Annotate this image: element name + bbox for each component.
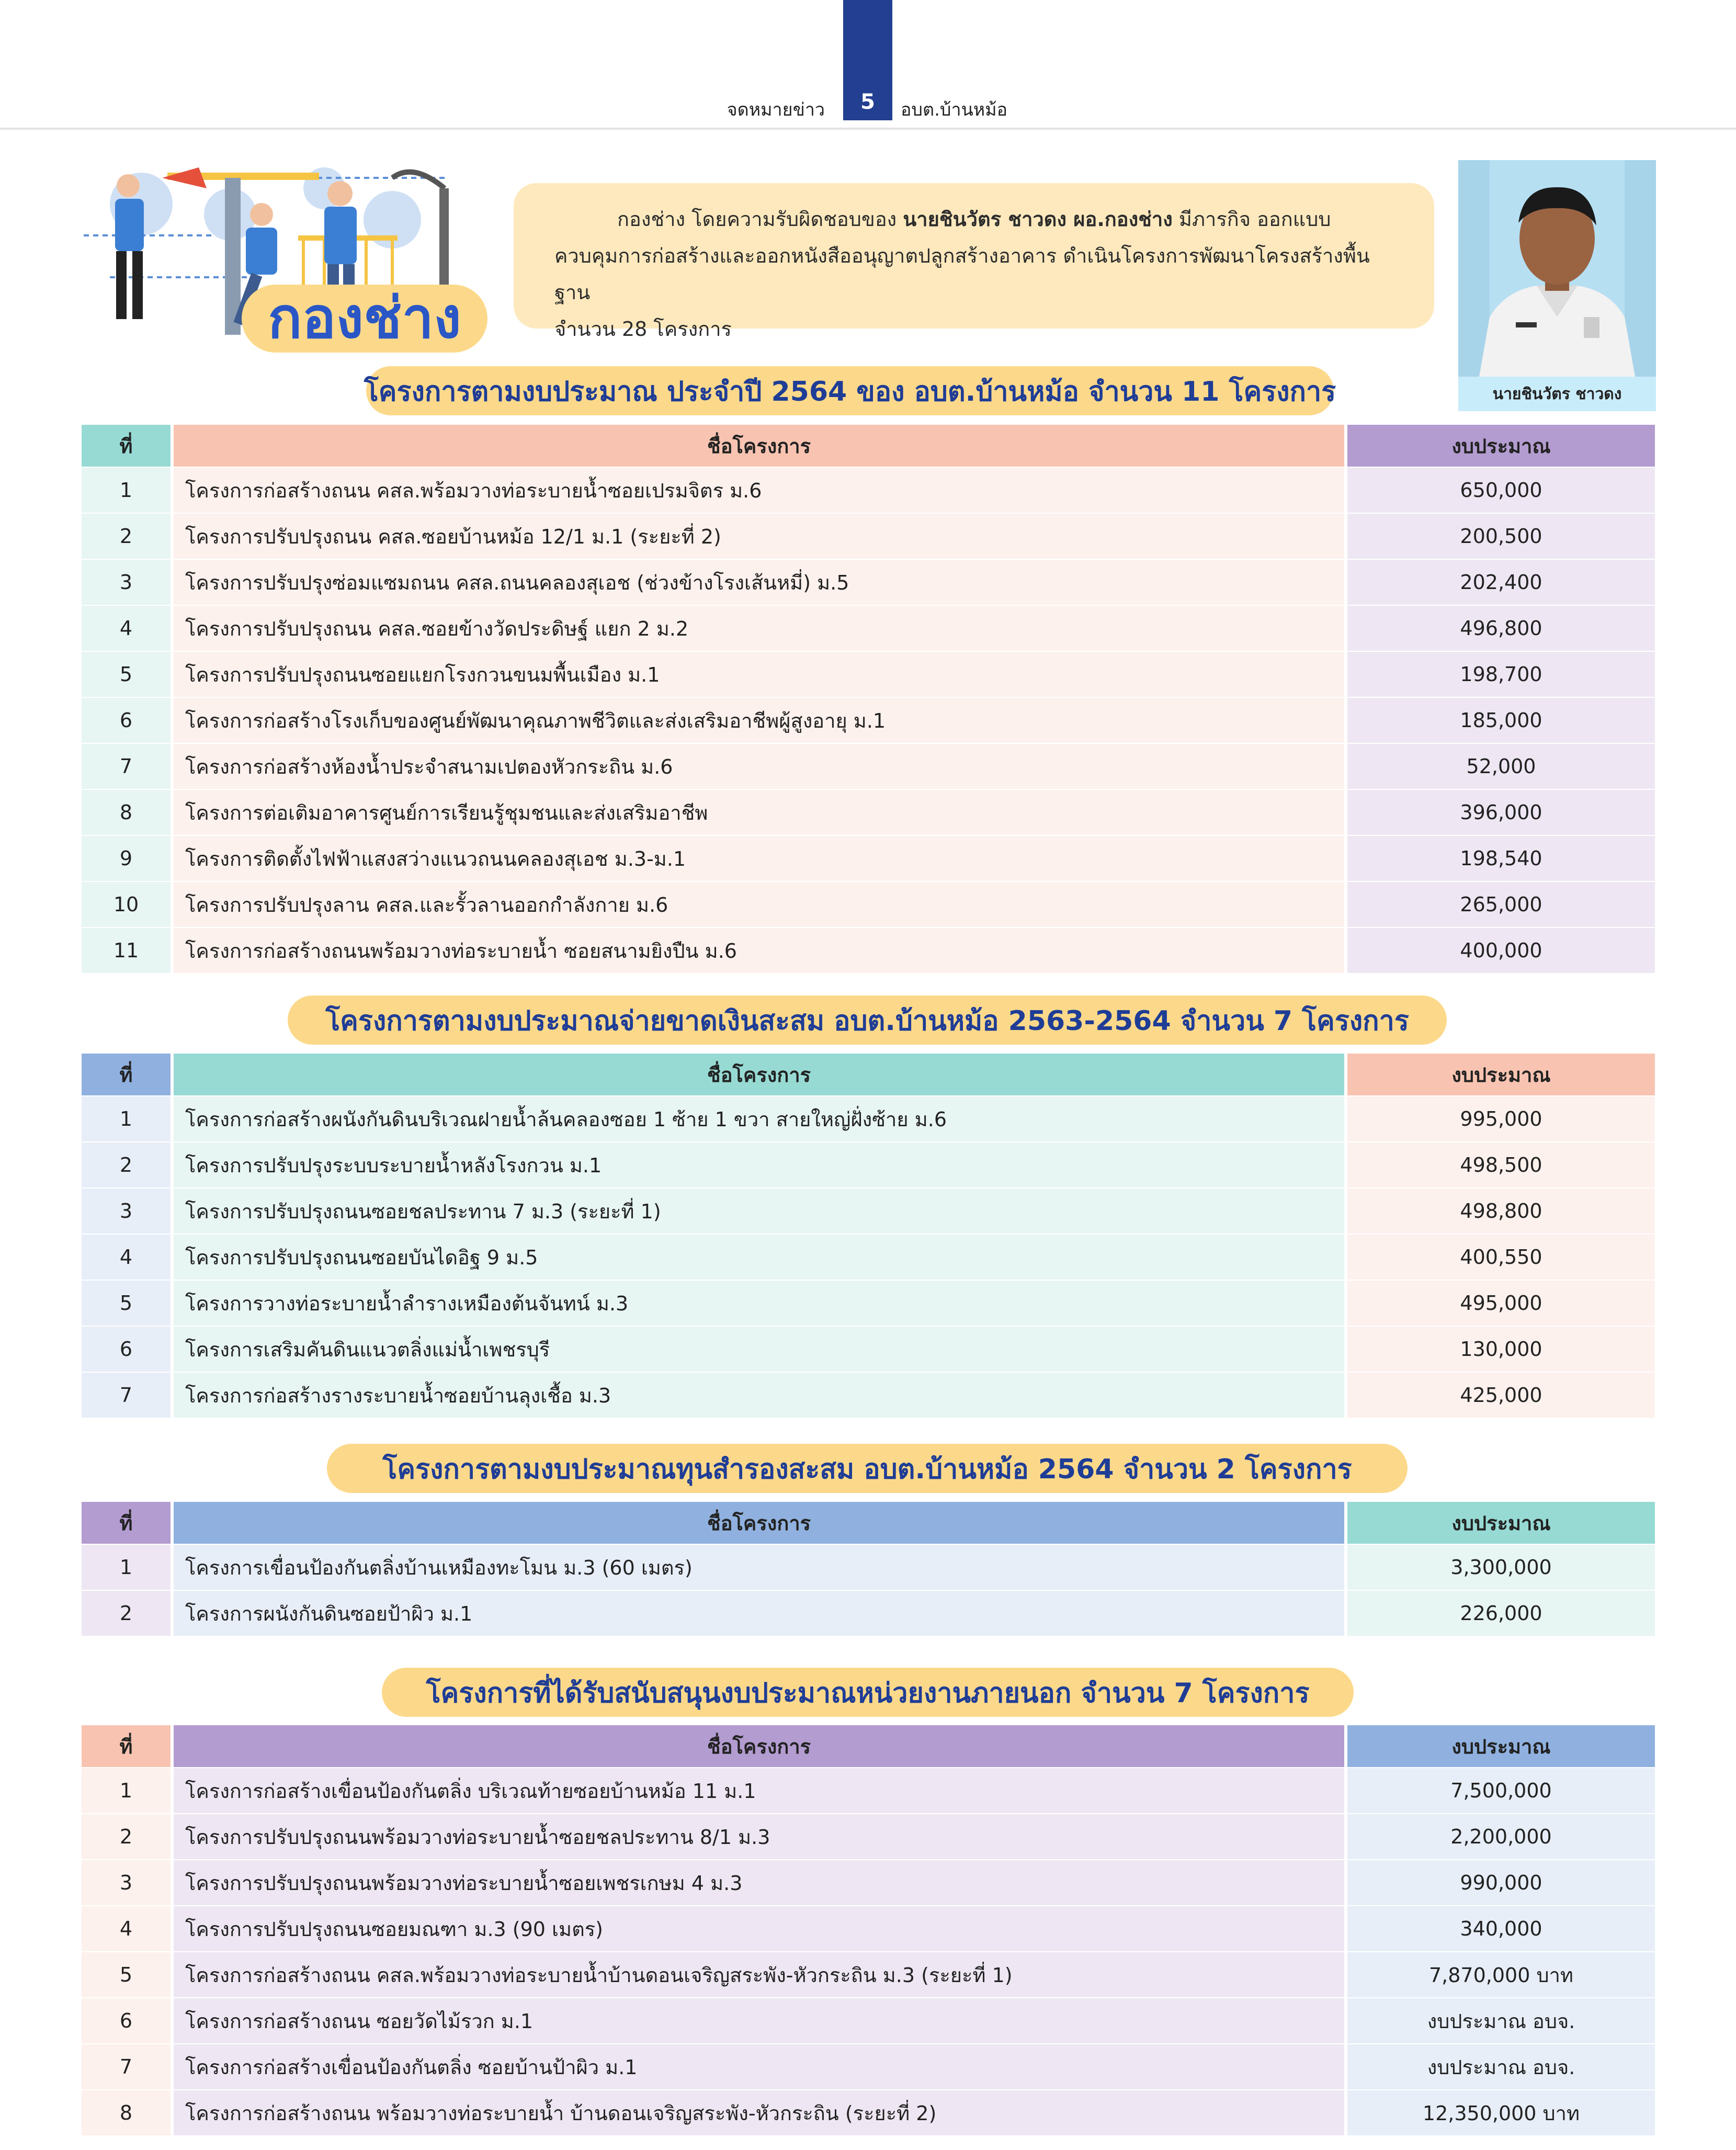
project-budget: 400,000 — [1347, 928, 1655, 973]
table-row — [82, 1095, 1655, 1141]
project-budget: 52,000 — [1347, 744, 1655, 789]
director-photo — [1458, 160, 1656, 377]
row-number: 9 — [82, 836, 171, 881]
section-1-table — [82, 425, 1655, 973]
page-number: 5 — [843, 0, 892, 120]
table-row — [82, 559, 1655, 605]
row-number: 6 — [82, 1998, 171, 2043]
project-name: โครงการก่อสร้างถนนพร้อมวางท่อระบายน้ำ ซอยสนามยิงปืน ม.6 — [174, 928, 1344, 973]
row-number: 8 — [82, 790, 171, 835]
project-name: โครงการปรับปรุงถนนซอยชลประทาน 7 ม.3 (ระยะที่ 1) — [174, 1189, 1344, 1234]
row-number: 2 — [82, 1142, 171, 1187]
intro-text-1: กองช่าง โดยความรับผิดชอบของ — [617, 208, 903, 231]
table-header — [82, 1725, 1655, 1767]
row-number: 3 — [82, 1189, 171, 1234]
row-number: 1 — [82, 1768, 171, 1813]
project-budget: 498,800 — [1347, 1189, 1655, 1234]
intro-line-3: จำนวน 28 โครงการ — [554, 318, 732, 341]
project-budget: 265,000 — [1347, 882, 1655, 927]
project-budget: งบประมาณ อบจ. — [1347, 2044, 1655, 2089]
project-name: โครงการปรับปรุงลาน คสล.และรั้วลานออกกำลังกาย ม.6 — [174, 882, 1344, 927]
table-row — [82, 1813, 1655, 1859]
project-name: โครงการก่อสร้างโรงเก็บของศูนย์พัฒนาคุณภาพชีวิตและส่งเสริมอาชีพผู้สูงอายุ ม.1 — [174, 698, 1344, 743]
table-row — [82, 651, 1655, 697]
table-row — [82, 1767, 1655, 1813]
table-row — [82, 743, 1655, 789]
table-row — [82, 1326, 1655, 1372]
intro-text-2: มีภารกิจ ออกแบบ — [1172, 208, 1331, 231]
project-budget: 130,000 — [1347, 1327, 1655, 1372]
intro-bold-name: นายชินวัตร ชาวดง ผอ.กองช่าง — [903, 208, 1173, 231]
row-number: 7 — [82, 2044, 171, 2089]
row-number: 2 — [82, 514, 171, 559]
row-number: 3 — [82, 1860, 171, 1905]
row-number: 1 — [82, 1096, 171, 1141]
table-row — [82, 789, 1655, 835]
row-number: 7 — [82, 744, 171, 789]
row-number: 2 — [82, 1591, 171, 1636]
project-budget: 198,700 — [1347, 652, 1655, 697]
section-1-title: โครงการตามงบประมาณ ประจำปี 2564 ของ อบต.บ้านหม้อ จำนวน 11 โครงการ — [366, 366, 1334, 415]
col-budget-header: งบประมาณ — [1347, 1725, 1655, 1767]
project-name: โครงการก่อสร้างผนังกันดินบริเวณฝายน้ำล้นคลองซอย 1 ซ้าย 1 ขวา สายใหญ่ฝั่งซ้าย ม.6 — [174, 1096, 1344, 1141]
table-header — [82, 1054, 1655, 1095]
project-budget: 3,300,000 — [1347, 1545, 1655, 1590]
col-budget-header: งบประมาณ — [1347, 425, 1655, 467]
section-2-title: โครงการตามงบประมาณจ่ายขาดเงินสะสม อบต.บ้านหม้อ 2563-2564 จำนวน 7 โครงการ — [288, 995, 1447, 1045]
project-name: โครงการวางท่อระบายน้ำลำรางเหมืองต้นจันทน์ ม.3 — [174, 1281, 1344, 1326]
table-row — [82, 467, 1655, 513]
table-row — [82, 1905, 1655, 1951]
row-number: 5 — [82, 1952, 171, 1997]
row-number: 4 — [82, 1235, 171, 1280]
intro-line-2: ควบคุมการก่อสร้างและออกหนังสืออนุญาตปลูกสร้างอาคาร ดำเนินโครงการพัฒนาโครงสร้างพื้นฐาน — [554, 244, 1370, 304]
project-name: โครงการก่อสร้างถนน คสล.พร้อมวางท่อระบายน้ำซอยเปรมจิตร ม.6 — [174, 468, 1344, 513]
project-name: โครงการก่อสร้างรางระบายน้ำซอยบ้านลุงเชื้อ ม.3 — [174, 1373, 1344, 1418]
project-name: โครงการปรับปรุงถนน คสล.ซอยบ้านหม้อ 12/1 ม.1 (ระยะที่ 2) — [174, 514, 1344, 559]
project-budget: 185,000 — [1347, 698, 1655, 743]
project-budget: 12,350,000 บาท — [1347, 2090, 1655, 2135]
page-header — [0, 0, 1736, 130]
table-header — [82, 1502, 1655, 1544]
col-name-header: ชื่อโครงการ — [174, 425, 1344, 467]
table-row — [82, 513, 1655, 559]
table-row — [82, 2043, 1655, 2089]
row-number: 6 — [82, 1327, 171, 1372]
department-title: กองช่าง — [242, 285, 487, 353]
section-4-rows — [82, 1767, 1655, 2135]
project-name: โครงการก่อสร้างถนน พร้อมวางท่อระบายน้ำ บ้านดอนเจริญสระพัง-หัวกระถิน (ระยะที่ 2) — [174, 2090, 1344, 2135]
project-budget: 496,800 — [1347, 606, 1655, 651]
col-name-header: ชื่อโครงการ — [174, 1054, 1344, 1095]
project-budget: 498,500 — [1347, 1142, 1655, 1187]
project-budget: 425,000 — [1347, 1373, 1655, 1418]
table-row — [82, 1187, 1655, 1234]
project-budget: 202,400 — [1347, 560, 1655, 605]
table-row — [82, 1859, 1655, 1905]
project-name: โครงการปรับปรุงถนนพร้อมวางท่อระบายน้ำซอยชลประทาน 8/1 ม.3 — [174, 1814, 1344, 1859]
project-name: โครงการก่อสร้างเขื่อนป้องกันตลิ่ง ซอยบ้านป้าผิว ม.1 — [174, 2044, 1344, 2089]
project-budget: 2,200,000 — [1347, 1814, 1655, 1859]
col-budget-header: งบประมาณ — [1347, 1502, 1655, 1544]
project-name: โครงการก่อสร้างห้องน้ำประจำสนามเปตองหัวกระถิน ม.6 — [174, 744, 1344, 789]
table-row — [82, 835, 1655, 881]
project-name: โครงการปรับปรุงระบบระบายน้ำหลังโรงกวน ม.1 — [174, 1142, 1344, 1187]
section-4-table — [82, 1725, 1655, 2135]
row-number: 10 — [82, 882, 171, 927]
table-row — [82, 605, 1655, 651]
col-budget-header: งบประมาณ — [1347, 1054, 1655, 1095]
project-name: โครงการปรับปรุงซ่อมแซมถนน คสล.ถนนคลองสุเอช (ช่วงข้างโรงเส้นหมี่) ม.5 — [174, 560, 1344, 605]
section-3-table — [82, 1502, 1655, 1636]
project-name: โครงการก่อสร้างถนน คสล.พร้อมวางท่อระบายน้ำบ้านดอนเจริญสระพัง-หัวกระถิน ม.3 (ระยะที่ 1) — [174, 1952, 1344, 1997]
newsletter-label: จดหมายข่าว — [727, 99, 825, 120]
project-budget: 995,000 — [1347, 1096, 1655, 1141]
row-number: 6 — [82, 698, 171, 743]
photo-caption: นายชินวัตร ชาวดง — [1458, 377, 1656, 411]
section-3-title: โครงการตามงบประมาณทุนสำรองสะสม อบต.บ้านหม้อ 2564 จำนวน 2 โครงการ — [327, 1444, 1408, 1493]
col-no-header: ที่ — [82, 425, 171, 467]
project-budget: 198,540 — [1347, 836, 1655, 881]
project-budget: 7,500,000 — [1347, 1768, 1655, 1813]
project-name: โครงการก่อสร้างเขื่อนป้องกันตลิ่ง บริเวณท้ายซอยบ้านหม้อ 11 ม.1 — [174, 1768, 1344, 1813]
project-budget: 226,000 — [1347, 1591, 1655, 1636]
project-name: โครงการปรับปรุงถนนซอยแยกโรงกวนขนมพื้นเมือง ม.1 — [174, 652, 1344, 697]
section-1-rows — [82, 467, 1655, 973]
project-name: โครงการปรับปรุงถนนพร้อมวางท่อระบายน้ำซอยเพชรเกษม 4 ม.3 — [174, 1860, 1344, 1905]
table-row — [82, 1951, 1655, 1997]
table-row — [82, 881, 1655, 927]
table-header — [82, 425, 1655, 467]
row-number: 4 — [82, 1906, 171, 1951]
project-budget: 400,550 — [1347, 1235, 1655, 1280]
project-budget: 495,000 — [1347, 1281, 1655, 1326]
row-number: 3 — [82, 560, 171, 605]
table-row — [82, 1544, 1655, 1590]
col-name-header: ชื่อโครงการ — [174, 1502, 1344, 1544]
project-name: โครงการเสริมคันดินแนวตลิ่งแม่น้ำเพชรบุรี — [174, 1327, 1344, 1372]
row-number: 2 — [82, 1814, 171, 1859]
section-2-table — [82, 1054, 1655, 1418]
table-row — [82, 1590, 1655, 1636]
project-budget: 200,500 — [1347, 514, 1655, 559]
row-number: 4 — [82, 606, 171, 651]
row-number: 5 — [82, 652, 171, 697]
section-4-title: โครงการที่ได้รับสนับสนุนงบประมาณหน่วยงานภายนอก จำนวน 7 โครงการ — [382, 1668, 1354, 1717]
project-name: โครงการก่อสร้างถนน ซอยวัดไม้รวก ม.1 — [174, 1998, 1344, 2043]
row-number: 11 — [82, 928, 171, 973]
header-divider — [0, 128, 1736, 130]
row-number: 1 — [82, 1545, 171, 1590]
project-name: โครงการผนังกันดินซอยป้าผิว ม.1 — [174, 1591, 1344, 1636]
row-number: 8 — [82, 2090, 171, 2135]
project-budget: 340,000 — [1347, 1906, 1655, 1951]
col-name-header: ชื่อโครงการ — [174, 1725, 1344, 1767]
project-name: โครงการติดตั้งไฟฟ้าแสงสว่างแนวถนนคลองสุเอช ม.3-ม.1 — [174, 836, 1344, 881]
col-no-header: ที่ — [82, 1054, 171, 1095]
project-budget: 396,000 — [1347, 790, 1655, 835]
col-no-header: ที่ — [82, 1725, 171, 1767]
col-no-header: ที่ — [82, 1502, 171, 1544]
project-name: โครงการปรับปรุงถนน คสล.ซอยข้างวัดประดิษฐ์ แยก 2 ม.2 — [174, 606, 1344, 651]
section-2-rows — [82, 1095, 1655, 1418]
project-budget: 7,870,000 บาท — [1347, 1952, 1655, 1997]
table-row — [82, 1141, 1655, 1187]
project-budget: 990,000 — [1347, 1860, 1655, 1905]
table-row — [82, 1280, 1655, 1326]
row-number: 5 — [82, 1281, 171, 1326]
project-budget: งบประมาณ อบจ. — [1347, 1998, 1655, 2043]
section-3-rows — [82, 1544, 1655, 1636]
row-number: 7 — [82, 1373, 171, 1418]
project-budget: 650,000 — [1347, 468, 1655, 513]
intro-box — [514, 183, 1434, 341]
table-row — [82, 1234, 1655, 1280]
table-row — [82, 2089, 1655, 2135]
project-name: โครงการเขื่อนป้องกันตลิ่งบ้านเหมืองทะโมน ม.3 (60 เมตร) — [174, 1545, 1344, 1590]
project-name: โครงการปรับปรุงถนนซอยบันไดอิฐ 9 ม.5 — [174, 1235, 1344, 1280]
organization-label: อบต.บ้านหม้อ — [901, 99, 1008, 120]
row-number: 1 — [82, 468, 171, 513]
table-row — [82, 697, 1655, 743]
table-row — [82, 1997, 1655, 2043]
project-name: โครงการต่อเติมอาคารศูนย์การเรียนรู้ชุมชนและส่งเสริมอาชีพ — [174, 790, 1344, 835]
table-row — [82, 1372, 1655, 1418]
project-name: โครงการปรับปรุงถนนซอยมณฑา ม.3 (90 เมตร) — [174, 1906, 1344, 1951]
table-row — [82, 927, 1655, 973]
